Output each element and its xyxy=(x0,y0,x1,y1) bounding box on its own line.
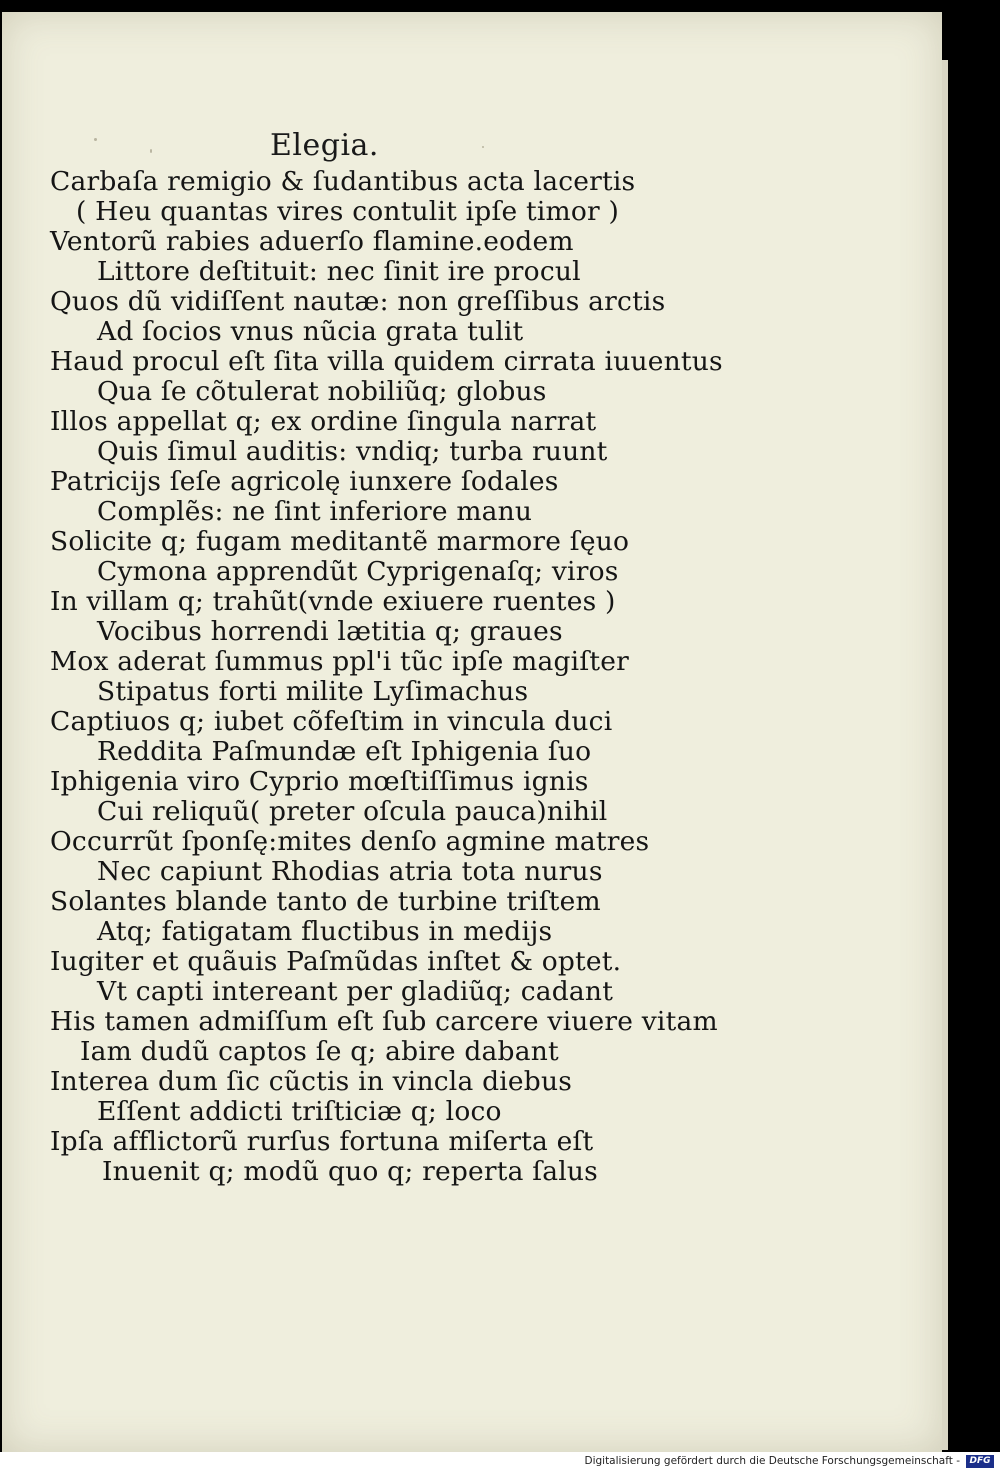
page-edge xyxy=(942,60,948,1450)
verse-line: Stipatus forti milite Lyſimachus xyxy=(97,676,529,707)
verse-line: Reddita Paſmundæ eſt Iphigenia ſuo xyxy=(97,736,592,767)
footer-bar xyxy=(0,1452,1000,1473)
paper-speck xyxy=(482,146,484,148)
verse-line: Complẽs: ne ſint inferiore manu xyxy=(97,496,533,527)
verse-line: Quis ſimul auditis: vndiq; turba ruunt xyxy=(97,436,608,467)
verse-line: Carbaſa remigio & ſudantibus acta lacertis xyxy=(50,166,636,197)
verse-line: Iugiter et quãuis Paſmũdas inſtet & optet. xyxy=(50,946,622,977)
verse-line: Haud procul eſt ſita villa quidem cirrata iuuentus xyxy=(50,346,723,377)
verse-line: Captiuos q; iubet cõfeſtim in vincula duci xyxy=(50,706,613,737)
verse-line: Vt capti intereant per gladiũq; cadant xyxy=(97,976,614,1007)
verse-line: Ad ſocios vnus nũcia grata tulit xyxy=(97,316,524,347)
verse-line: Iam dudũ captos ſe q; abire dabant xyxy=(80,1036,559,1067)
verse-line: Inuenit q; modũ quo q; reperta ſalus xyxy=(102,1156,598,1187)
verse-line: Quos dũ vidiſſent nautæ: non greſſibus arctis xyxy=(50,286,666,317)
verse-line: Ipſa afflictorũ rurſus fortuna miſerta eſt xyxy=(50,1126,594,1157)
verse-line: Cui reliquũ( preter oſcula pauca)nihil xyxy=(97,796,608,827)
verse-line: ( Heu quantas vires contulit ipſe timor ) xyxy=(76,196,620,227)
verse-line: Eſſent addicti triſticiæ q; loco xyxy=(97,1096,502,1127)
paper-speck xyxy=(150,149,152,153)
verse-line: Solantes blande tanto de turbine triſtem xyxy=(50,886,601,917)
verse-line: In villam q; trahũt(vnde exiuere ruentes ) xyxy=(50,586,616,617)
funding-credit: Digitalisierung gefördert durch die Deutsche Forschungsgemeinschaft - xyxy=(584,1455,960,1467)
verse-line: Solicite q; fugam meditantẽ marmore ſęuo xyxy=(50,526,630,557)
scanned-page xyxy=(2,12,942,1452)
verse-line: Illos appellat q; ex ordine ſingula narrat xyxy=(50,406,597,437)
verse-line: Littore deſtituit: nec ſinit ire procul xyxy=(97,256,581,287)
dfg-logo: DFG xyxy=(966,1455,994,1468)
verse-line: His tamen admiſſum eſt ſub carcere viuere vitam xyxy=(50,1006,718,1037)
verse-line: Qua ſe cõtulerat nobiliũq; globus xyxy=(97,376,547,407)
verse-line: Mox aderat ſummus ppl'i tũc ipſe magiſter xyxy=(50,646,629,677)
paper-speck xyxy=(94,138,97,141)
verse-line: Nec capiunt Rhodias atria tota nurus xyxy=(97,856,603,887)
verse-line: Ventorũ rabies aduerſo flamine.eodem xyxy=(50,226,574,257)
verse-line: Vocibus horrendi lætitia q; graues xyxy=(97,616,563,647)
page-heading: Elegia. xyxy=(270,128,379,163)
verse-line: Atq; fatigatam fluctibus in medijs xyxy=(97,916,553,947)
verse-line: Patricijs ſeſe agricolę iunxere ſodales xyxy=(50,466,559,497)
verse-line: Interea dum ſic cũctis in vincla diebus xyxy=(50,1066,573,1097)
verse-line: Occurrũt ſponſę:mites denſo agmine matres xyxy=(50,826,650,857)
verse-line: Iphigenia viro Cyprio mœſtiſſimus ignis xyxy=(50,766,589,797)
verse-line: Cymona apprendũt Cyprigenaſq; viros xyxy=(97,556,619,587)
